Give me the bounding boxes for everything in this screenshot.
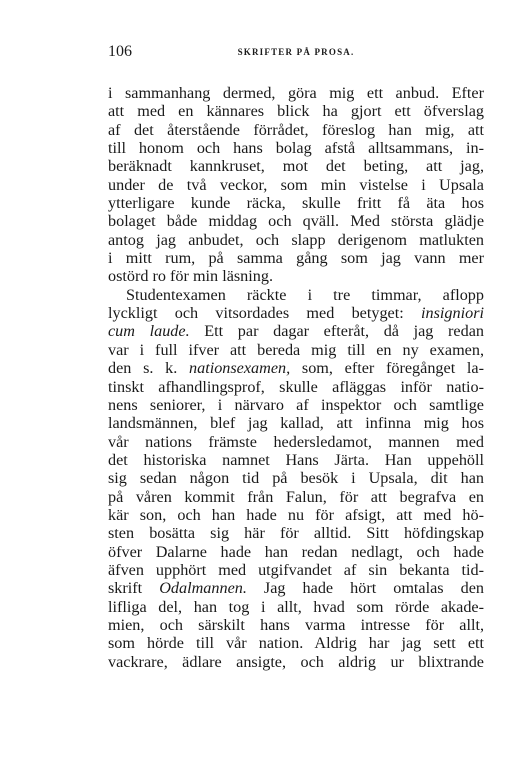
italic-text: Odalmannen. — [159, 579, 247, 598]
text-segment: sig sedan någon tid på besök i Upsala, dit han — [108, 469, 484, 488]
text-line — [108, 579, 484, 597]
text-line — [108, 304, 484, 322]
text-line — [108, 543, 484, 561]
text-segment: som hörde till vår nation. Aldrig har jag sett ett — [108, 634, 484, 653]
italic-text: cum laude. — [108, 322, 190, 341]
text-segment: som, efter föregånget la- — [290, 359, 484, 378]
text-line — [108, 102, 484, 120]
text-segment: den s. k. — [108, 359, 190, 378]
text-segment: nens seniorer, i närvaro af inspektor och samtlige — [108, 395, 484, 414]
text-segment: af det återstående förrådet, föreslog han mig, att — [108, 120, 484, 139]
text-line — [108, 194, 484, 212]
text-line — [108, 139, 484, 157]
text-line — [108, 414, 484, 432]
text-segment: i mitt rum, på samma gång som jag vann mer — [108, 249, 484, 268]
text-segment: kär son, och han hade nu för afsigt, att med hö- — [108, 505, 484, 524]
text-line — [108, 561, 484, 579]
text-line — [108, 212, 484, 230]
text-line — [108, 634, 484, 652]
text-segment: i sammanhang dermed, göra mig ett anbud. Efter — [108, 84, 484, 102]
text-line — [108, 396, 484, 414]
text-segment: beräknadt kannkruset, mot det beting, att jag, — [108, 157, 484, 176]
body-text — [108, 84, 484, 671]
text-segment: lyckligt och vitsordades med betyget: — [108, 304, 422, 323]
text-segment: till honom och hans bolag afstå alltsammans, in- — [108, 139, 484, 158]
page-number: 106 — [108, 43, 132, 60]
text-segment: på våren kommit från Falun, för att begrafva en — [108, 487, 484, 506]
text-line — [108, 231, 484, 249]
text-segment: att med en kännares blick ha gjort ett öfverslag — [108, 102, 484, 121]
text-line — [108, 249, 484, 267]
text-line — [108, 524, 484, 542]
text-segment: mien, och särskilt hans varma intresse för allt, — [108, 615, 484, 634]
text-segment: äfven upphört med utgifvandet af sin bekanta tid- — [108, 560, 484, 579]
text-line — [108, 378, 484, 396]
text-line — [108, 176, 484, 194]
text-line — [108, 616, 484, 634]
text-line — [108, 598, 484, 616]
text-line — [108, 267, 484, 285]
text-segment: ostörd ro för min läsning. — [108, 267, 274, 286]
text-line — [108, 451, 484, 469]
text-segment: sten bosätta sig här för alltid. Sitt höfdingskap — [108, 524, 484, 543]
text-segment: vår nations främste hedersledamot, mannen med — [108, 432, 484, 451]
text-segment: det historiska namnet Hans Järta. Han uppehöll — [108, 450, 484, 469]
text-segment: lifliga del, han tog i allt, hvad som rörde akade- — [108, 597, 484, 616]
italic-text: insigniori — [421, 304, 484, 323]
running-title: SKRIFTER PÅ PROSA. — [237, 47, 355, 57]
text-line — [108, 341, 484, 359]
text-segment: Jag hade hört omtalas den — [246, 579, 485, 598]
text-line — [108, 121, 484, 139]
italic-text: nationsexamen, — [189, 359, 291, 378]
text-segment: ytterligare kunde räcka, skulle fritt få äta hos — [108, 194, 484, 213]
text-segment: antog jag anbudet, och slapp derigenom matlukten — [108, 230, 484, 249]
text-line — [108, 84, 484, 102]
running-head — [108, 42, 484, 62]
text-line — [108, 359, 484, 377]
text-segment: landsmännen, blef jag kallad, att infinna mig hos — [108, 414, 484, 433]
text-line — [108, 469, 484, 487]
text-segment: tinskt afhandlingsprof, skulle afläggas inför natio- — [108, 377, 484, 396]
text-line — [108, 506, 484, 524]
text-line — [108, 653, 484, 671]
text-line — [108, 488, 484, 506]
text-line — [108, 433, 484, 451]
text-line — [108, 286, 484, 304]
text-segment: Ett par dagar efteråt, då jag redan — [189, 322, 484, 341]
text-segment: öfver Dalarne hade han redan nedlagt, och hade — [108, 542, 484, 561]
text-segment: under de två veckor, som min vistelse i Upsala — [108, 175, 484, 194]
text-segment: bolaget både middag och qväll. Med största glädje — [108, 212, 484, 231]
text-line — [108, 322, 484, 340]
text-segment: skrift — [108, 579, 160, 598]
text-segment: vackrare, ädlare ansigte, och aldrig ur blixtrande — [108, 652, 484, 671]
text-segment: Studentexamen räckte i tre timmar, aflopp — [126, 285, 484, 304]
text-line — [108, 157, 484, 175]
text-segment: var i full ifver att bereda mig till en ny examen, — [108, 340, 484, 359]
